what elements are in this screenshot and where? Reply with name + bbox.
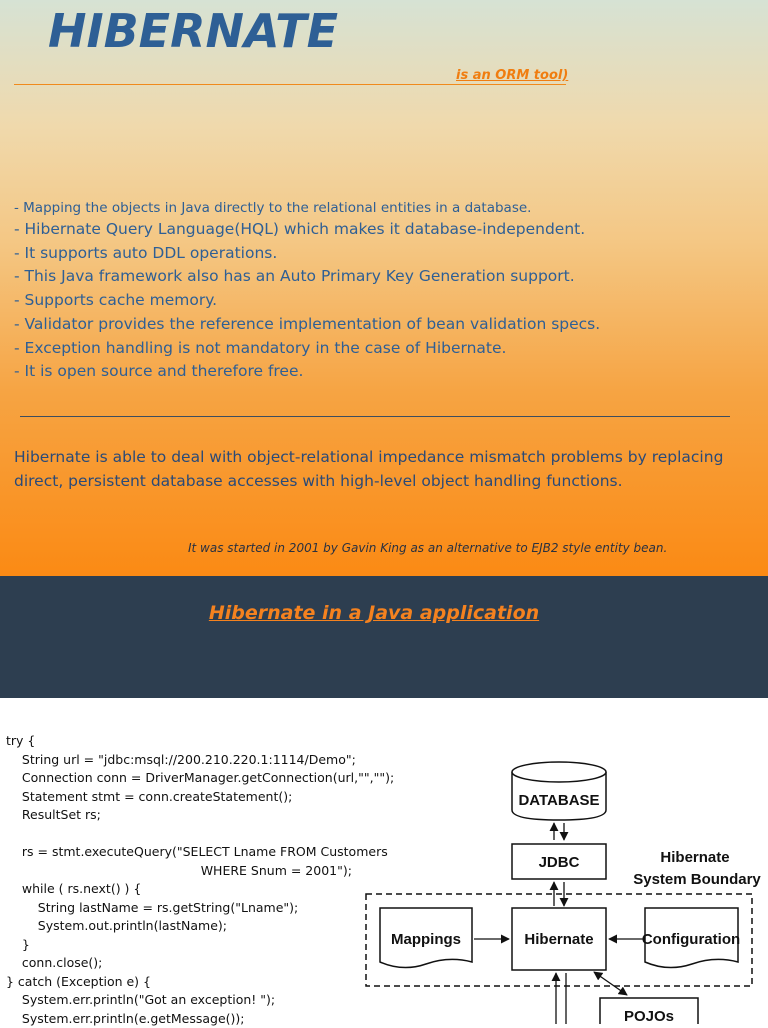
- feature-item: - It is open source and therefore free.: [14, 362, 304, 381]
- code-line: rs = stmt.executeQuery("SELECT Lname FROM Customers: [6, 844, 388, 859]
- configuration-label: Configuration: [641, 931, 741, 948]
- code-line: } catch (Exception e) {: [6, 973, 151, 989]
- code-line: System.err.println("Got an exception! ");: [6, 992, 276, 1007]
- jdbc-label: JDBC: [538, 854, 580, 871]
- section-banner: [0, 576, 768, 698]
- section-title: Hibernate in a Java application: [208, 602, 540, 624]
- boundary-label-line1: Hibernate: [660, 849, 730, 866]
- code-line: ResultSet rs;: [6, 807, 101, 822]
- code-line: Connection conn = DriverManager.getConnection(url,"","");: [6, 770, 395, 785]
- database-label: DATABASE: [518, 792, 600, 809]
- feature-item: - Hibernate Query Language(HQL) which makes it database-independent.: [14, 220, 586, 238]
- code-line: while ( rs.next() ) {: [6, 881, 142, 896]
- code-line: conn.close();: [6, 955, 103, 970]
- code-line: }: [6, 936, 30, 952]
- pojos-label: POJOs: [623, 1008, 675, 1024]
- page-title: HIBERNATE: [48, 4, 339, 58]
- description-paragraph: Hibernate is able to deal with object-relational impedance mismatch problems by replacing direct, persistent database accesses with high-level object handling functions.: [14, 448, 724, 490]
- code-line: System.out.println(lastName);: [6, 918, 227, 933]
- subtitle: is an ORM tool): [456, 68, 569, 83]
- code-line: String lastName = rs.getString("Lname");: [6, 899, 299, 915]
- section-divider: [20, 416, 730, 417]
- subtitle-underline: [14, 84, 566, 85]
- code-line: try {: [6, 733, 36, 748]
- feature-list: [14, 198, 754, 384]
- feature-item: - Supports cache memory.: [14, 291, 218, 310]
- history-note: It was started in 2001 by Gavin King as an alternative to EJB2 style entity bean.: [188, 541, 668, 555]
- hibernate-pojos-arrow: [594, 972, 627, 995]
- architecture-diagram: [358, 752, 768, 1024]
- feature-item: - Mapping the objects in Java directly to the relational entities in a database.: [14, 200, 532, 216]
- code-sample: [6, 732, 394, 1028]
- code-line: System.err.println(e.getMessage());: [6, 1010, 245, 1026]
- database-cylinder: [512, 762, 606, 820]
- feature-item: - It supports auto DDL operations.: [14, 243, 278, 262]
- mappings-label: Mappings: [391, 931, 461, 948]
- feature-item: - Exception handling is not mandatory in the case of Hibernate.: [14, 338, 507, 357]
- feature-item: - This Java framework also has an Auto Primary Key Generation support.: [14, 267, 575, 286]
- hibernate-label: Hibernate: [524, 931, 594, 948]
- feature-item: - Validator provides the reference implementation of bean validation specs.: [14, 314, 601, 333]
- boundary-label-line2: System Boundary: [633, 871, 761, 888]
- code-line: String url = "jdbc:msql://200.210.220.1:1114/Demo";: [6, 751, 356, 767]
- code-line: WHERE Snum = 2001");: [6, 862, 352, 878]
- code-line: Statement stmt = conn.createStatement();: [6, 788, 293, 804]
